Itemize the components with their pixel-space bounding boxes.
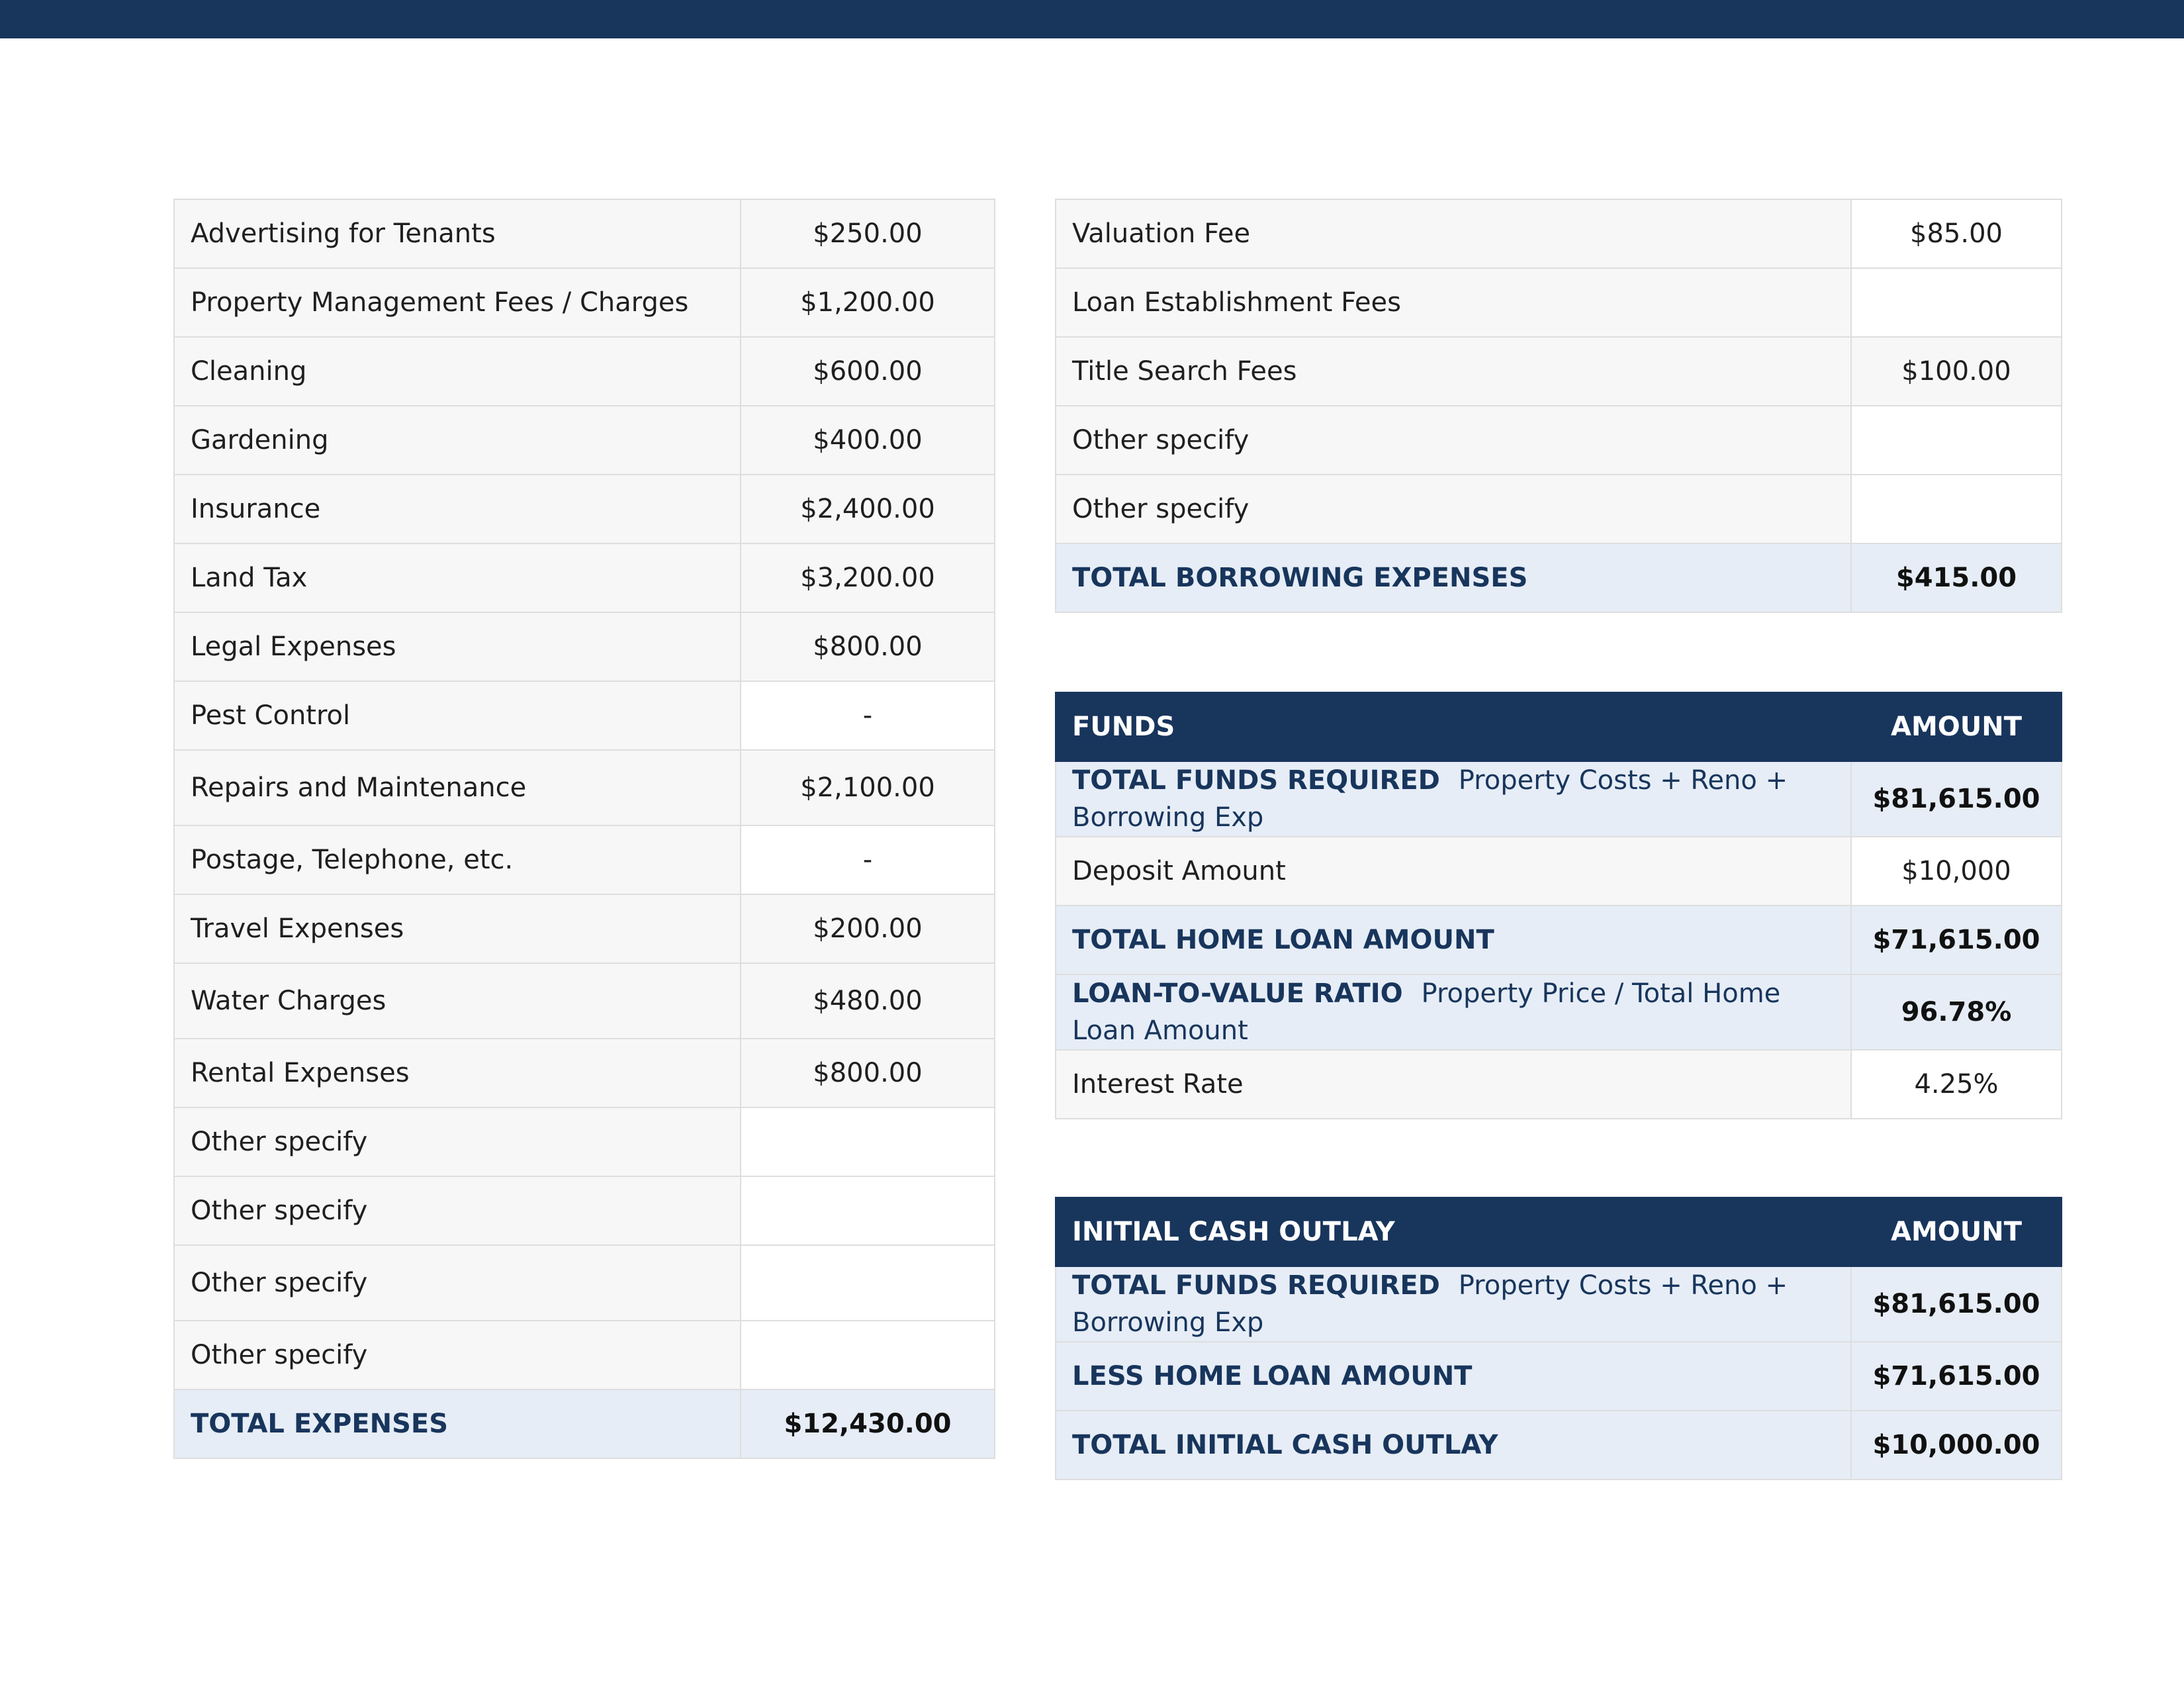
- expense-amount[interactable]: $2,400.00: [741, 475, 995, 543]
- less-home-loan-label: LESS HOME LOAN AMOUNT: [1056, 1342, 1851, 1411]
- expense-amount[interactable]: $1,200.00: [741, 268, 995, 337]
- expense-amount[interactable]: -: [741, 825, 995, 894]
- cash-total-funds-row: [1056, 1266, 2062, 1342]
- funds-table: [1055, 692, 2062, 1119]
- expense-label: Other specify: [174, 1321, 741, 1389]
- expense-label: Gardening: [174, 406, 741, 475]
- total-cash-outlay-row: [1056, 1411, 2062, 1479]
- expense-label: Postage, Telephone, etc.: [174, 825, 741, 894]
- expense-label: Rental Expenses: [174, 1039, 741, 1107]
- expense-amount[interactable]: $800.00: [741, 1039, 995, 1107]
- ltv-row: [1056, 974, 2062, 1050]
- less-home-loan-amount: $71,615.00: [1851, 1342, 2062, 1411]
- table-row: [174, 825, 995, 894]
- table-row: [1056, 406, 2062, 475]
- table-row: [1056, 337, 2062, 406]
- cash-total-funds-note: Property Costs + Reno + Borrowing Exp: [1072, 1270, 1788, 1338]
- table-row: [1056, 199, 2062, 268]
- expense-label: Other specify: [174, 1245, 741, 1321]
- less-home-loan-row: [1056, 1342, 2062, 1411]
- expense-amount[interactable]: [741, 1321, 995, 1389]
- total-home-loan-amount: $71,615.00: [1851, 906, 2062, 974]
- total-home-loan-row: [1056, 906, 2062, 974]
- funds-header-label: FUNDS: [1056, 692, 1851, 761]
- expense-amount[interactable]: -: [741, 681, 995, 750]
- expense-amount[interactable]: $250.00: [741, 199, 995, 268]
- ltv-cell: [1056, 974, 1851, 1050]
- cash-outlay-header-amount: AMOUNT: [1851, 1197, 2062, 1266]
- expense-label: Legal Expenses: [174, 612, 741, 681]
- table-row: [174, 681, 995, 750]
- ltv-label: LOAN-TO-VALUE RATIO: [1072, 978, 1403, 1009]
- expense-label: Property Management Fees / Charges: [174, 268, 741, 337]
- total-funds-required-cell: [1056, 761, 1851, 837]
- cash-outlay-header-row: [1056, 1197, 2062, 1266]
- table-row: [174, 963, 995, 1039]
- expense-amount[interactable]: $3,200.00: [741, 543, 995, 612]
- table-row: [174, 1245, 995, 1321]
- expense-amount[interactable]: $400.00: [741, 406, 995, 475]
- expenses-table: [173, 199, 995, 1459]
- cash-total-funds-label: TOTAL FUNDS REQUIRED: [1072, 1270, 1440, 1301]
- total-home-loan-label: TOTAL HOME LOAN AMOUNT: [1056, 906, 1851, 974]
- expense-label: Other specify: [174, 1107, 741, 1176]
- table-row: [174, 1321, 995, 1389]
- table-row: [1056, 475, 2062, 543]
- borrowing-amount[interactable]: [1851, 475, 2062, 543]
- cash-outlay-header-label: INITIAL CASH OUTLAY: [1056, 1197, 1851, 1266]
- total-expenses-label: TOTAL EXPENSES: [174, 1389, 741, 1458]
- cash-total-funds-amount: $81,615.00: [1851, 1266, 2062, 1342]
- cash-total-funds-cell: [1056, 1266, 1851, 1342]
- ltv-note: Property Price / Total Home Loan Amount: [1072, 978, 1781, 1046]
- expense-amount[interactable]: $2,100.00: [741, 750, 995, 825]
- borrowing-label: Title Search Fees: [1056, 337, 1851, 406]
- deposit-amount[interactable]: $10,000: [1851, 837, 2062, 906]
- total-borrowing-label: TOTAL BORROWING EXPENSES: [1056, 543, 1851, 612]
- expense-amount[interactable]: $600.00: [741, 337, 995, 406]
- total-funds-required-note: Property Costs + Reno + Borrowing Exp: [1072, 765, 1788, 833]
- total-funds-required-amount: $81,615.00: [1851, 761, 2062, 837]
- borrowing-label: Valuation Fee: [1056, 199, 1851, 268]
- expense-label: Repairs and Maintenance: [174, 750, 741, 825]
- funds-header-amount: AMOUNT: [1851, 692, 2062, 761]
- expense-amount[interactable]: [741, 1107, 995, 1176]
- top-banner: [0, 0, 2184, 38]
- interest-rate-label: Interest Rate: [1056, 1050, 1851, 1119]
- borrowing-expenses-table: [1055, 199, 2062, 613]
- borrowing-label: Other specify: [1056, 406, 1851, 475]
- table-row: [174, 612, 995, 681]
- total-expenses-amount: $12,430.00: [741, 1389, 995, 1458]
- interest-rate-row: [1056, 1050, 2062, 1119]
- borrowing-amount[interactable]: [1851, 268, 2062, 337]
- total-cash-outlay-label: TOTAL INITIAL CASH OUTLAY: [1056, 1411, 1851, 1479]
- funds-header-row: [1056, 692, 2062, 761]
- table-row: [174, 543, 995, 612]
- deposit-label: Deposit Amount: [1056, 837, 1851, 906]
- expense-label: Land Tax: [174, 543, 741, 612]
- expense-label: Advertising for Tenants: [174, 199, 741, 268]
- total-funds-required-row: [1056, 761, 2062, 837]
- table-row: [174, 894, 995, 963]
- total-expenses-row: [174, 1389, 995, 1458]
- table-row: [174, 337, 995, 406]
- expense-amount[interactable]: $800.00: [741, 612, 995, 681]
- expense-amount[interactable]: [741, 1245, 995, 1321]
- table-row: [174, 475, 995, 543]
- total-funds-required-label: TOTAL FUNDS REQUIRED: [1072, 765, 1440, 796]
- table-row: [174, 1039, 995, 1107]
- total-cash-outlay-amount: $10,000.00: [1851, 1411, 2062, 1479]
- borrowing-label: Other specify: [1056, 475, 1851, 543]
- total-borrowing-amount: $415.00: [1851, 543, 2062, 612]
- total-borrowing-row: [1056, 543, 2062, 612]
- deposit-row: [1056, 837, 2062, 906]
- expense-label: Cleaning: [174, 337, 741, 406]
- table-row: [174, 268, 995, 337]
- expense-label: Pest Control: [174, 681, 741, 750]
- expense-label: Travel Expenses: [174, 894, 741, 963]
- expense-label: Insurance: [174, 475, 741, 543]
- borrowing-label: Loan Establishment Fees: [1056, 268, 1851, 337]
- initial-cash-outlay-table: [1055, 1197, 2062, 1480]
- interest-rate-amount[interactable]: 4.25%: [1851, 1050, 2062, 1119]
- borrowing-amount[interactable]: $100.00: [1851, 337, 2062, 406]
- table-row: [174, 406, 995, 475]
- expense-amount[interactable]: $480.00: [741, 963, 995, 1039]
- table-row: [174, 1176, 995, 1245]
- expense-amount[interactable]: $200.00: [741, 894, 995, 963]
- borrowing-amount[interactable]: [1851, 406, 2062, 475]
- expense-label: Water Charges: [174, 963, 741, 1039]
- table-row: [174, 750, 995, 825]
- ltv-amount: 96.78%: [1851, 974, 2062, 1050]
- table-row: [174, 1107, 995, 1176]
- expense-label: Other specify: [174, 1176, 741, 1245]
- table-row: [174, 199, 995, 268]
- table-row: [1056, 268, 2062, 337]
- expense-amount[interactable]: [741, 1176, 995, 1245]
- borrowing-amount[interactable]: $85.00: [1851, 199, 2062, 268]
